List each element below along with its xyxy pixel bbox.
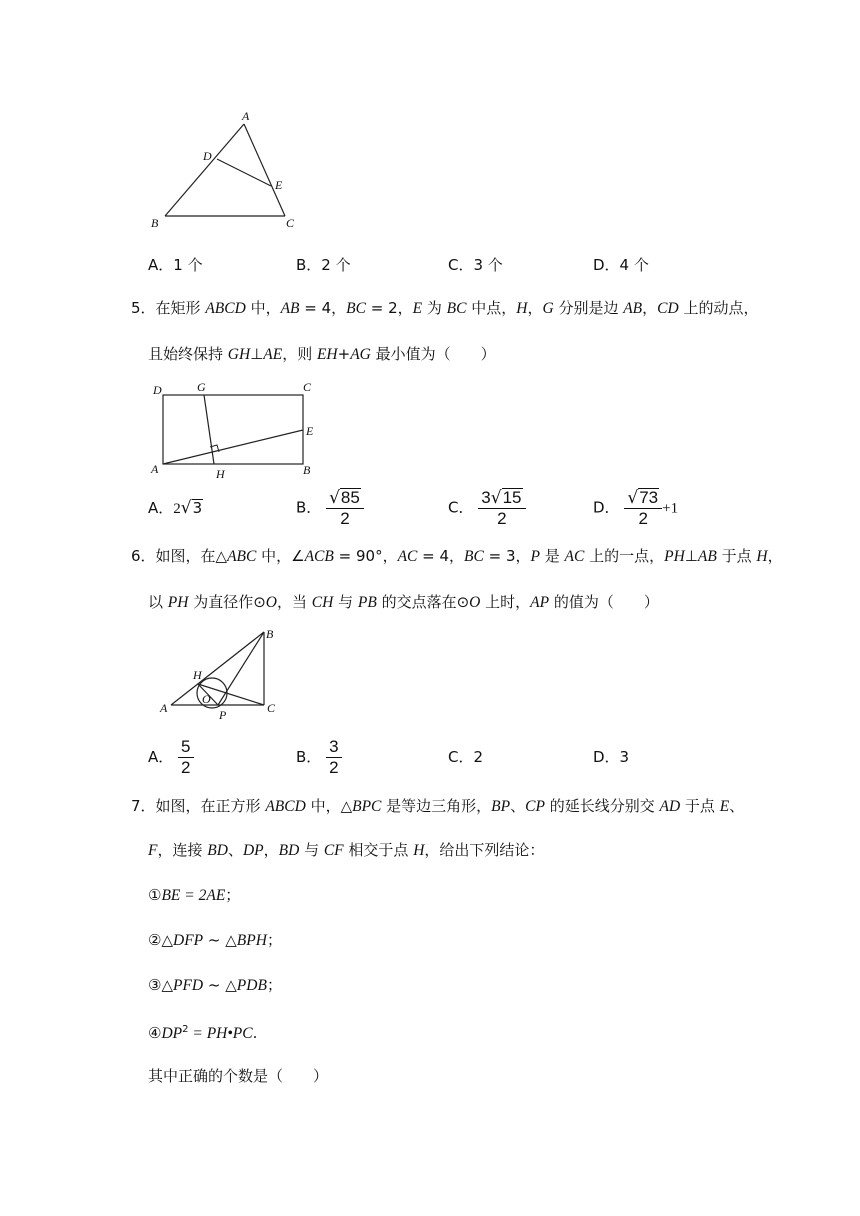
q7-text: 其中正确的个数是（ ） — [148, 1067, 329, 1085]
sqrt-icon: √ — [180, 498, 192, 518]
q5-var: EH — [316, 346, 338, 363]
circled-number: ④ — [148, 1024, 162, 1042]
label-E: E — [275, 178, 283, 192]
q7-var: CP — [525, 798, 545, 815]
q4-option-a[interactable] — [148, 255, 203, 275]
q6-text: 中，∠ — [256, 547, 305, 565]
q6-option-b-fraction — [326, 738, 341, 777]
q7-var: BPC — [352, 798, 382, 815]
q6-text: 与 — [333, 593, 358, 611]
q6-var: ABC — [227, 548, 257, 565]
q5-var: CD — [657, 300, 679, 317]
q5-text: = 2， — [365, 299, 413, 317]
q6-option-b-label: B． — [296, 748, 322, 766]
q5-text: ， — [642, 299, 658, 317]
q5-option-c-denominator: 2 — [497, 509, 507, 528]
q6-var: ACB — [304, 548, 334, 565]
q7-var: ABCD — [265, 798, 306, 815]
q5-option-d[interactable] — [593, 488, 678, 528]
q5-option-a-coef: 2 — [173, 501, 181, 517]
q4-option-d-text: D．4 个 — [593, 256, 649, 274]
q6-text: = 90°， — [333, 547, 398, 565]
label-B: B — [303, 463, 311, 477]
q7-var: DP — [242, 842, 264, 859]
triangle-symbol: △ — [161, 931, 173, 949]
q7-text: 、 — [729, 797, 745, 815]
q6-var: BC — [464, 548, 484, 565]
q5-text: 上的动点， — [678, 299, 759, 317]
q5-var: ABCD — [205, 300, 246, 317]
q5-option-a-label: A． — [148, 499, 174, 517]
q5-text: 且始终保持 — [148, 345, 228, 363]
q6-text: 为直径作⊙ — [188, 593, 266, 611]
q4-option-b-text: B．2 个 — [296, 256, 351, 274]
q5-var: G — [542, 300, 554, 317]
q5-option-c-coef: 3 — [481, 488, 491, 507]
q5-text: ⊥ — [250, 345, 264, 363]
q6-var: AC — [397, 548, 418, 565]
label-D: D — [153, 383, 162, 397]
q7-text: ； — [225, 886, 241, 904]
label-C: C — [303, 380, 312, 394]
exponent: 2 — [182, 1024, 189, 1035]
label-B: B — [151, 216, 159, 230]
q5-var: AE — [263, 346, 283, 363]
q6-number: 6． — [131, 547, 156, 565]
circled-number: ② — [148, 931, 162, 949]
q7-conclusion-2 — [148, 930, 282, 951]
q6-var: H — [756, 548, 768, 565]
sqrt-icon: √ — [329, 488, 340, 508]
q7-text: ，给出下列结论： — [424, 841, 545, 859]
q5-option-b-fraction — [326, 488, 364, 528]
q5-option-a[interactable] — [148, 498, 203, 519]
q7-conclusion-3 — [148, 975, 282, 996]
q4-option-c-text: C．3 个 — [448, 256, 503, 274]
label-C: C — [286, 216, 295, 230]
q5-var: H — [516, 300, 528, 317]
q6-option-a-numerator: 5 — [178, 738, 193, 758]
label-D: D — [203, 149, 212, 163]
similar-symbol: ~ — [203, 931, 226, 949]
q5-var: AG — [350, 346, 371, 363]
q6-var: PH — [664, 548, 685, 565]
q6-text: 上的一点， — [584, 547, 665, 565]
q7-expr: = PH•PC — [188, 1025, 253, 1042]
q6-text: 的交点落在⊙ — [376, 593, 470, 611]
circled-number: ① — [148, 886, 162, 904]
q5-line-2 — [148, 344, 496, 365]
q7-text: 、 — [227, 841, 243, 859]
triangle-symbol: △ — [161, 976, 173, 994]
sqrt-icon: √ — [490, 488, 502, 508]
q7-text: ， — [263, 841, 279, 859]
q6-option-d-text: D．3 — [593, 748, 630, 766]
q5-line-1 — [131, 298, 759, 319]
q7-conclusion-4 — [148, 1020, 257, 1044]
q6-line-2 — [148, 592, 659, 613]
q5-option-d-radicand: 73 — [639, 488, 659, 507]
q7-text: 如图，在正方形 — [155, 797, 266, 815]
q5-option-c-fraction — [478, 488, 525, 528]
q7-text: 中，△ — [305, 797, 353, 815]
q5-text: 中点， — [466, 299, 517, 317]
label-B: B — [266, 627, 274, 641]
q7-var: AD — [659, 798, 681, 815]
q7-var: E — [719, 798, 730, 815]
q5-text: ，则 — [282, 345, 317, 363]
q6-text: ，当 — [277, 593, 312, 611]
q7-var: PDB — [236, 977, 267, 994]
q6-text: ， — [767, 547, 783, 565]
q6-var: AP — [530, 594, 550, 611]
label-H: H — [216, 467, 225, 480]
q7-text: 、 — [510, 797, 526, 815]
q6-var: O — [469, 594, 481, 611]
q7-var: BP — [491, 798, 511, 815]
q5-option-c-radicand: 15 — [502, 488, 522, 507]
q6-var: PB — [357, 594, 377, 611]
q6-var: CH — [311, 594, 334, 611]
q5-text: 中， — [245, 299, 281, 317]
q7-number: 7． — [131, 797, 156, 815]
q7-text: 的延长线分别交 — [544, 797, 660, 815]
q5-option-d-label: D． — [593, 498, 620, 517]
q5-var: GH — [227, 346, 251, 363]
q5-text: + — [337, 345, 351, 363]
q7-var: BD — [278, 842, 300, 859]
q6-text: 的值为（ ） — [549, 593, 659, 611]
q5-text: = 4， — [299, 299, 347, 317]
triangle-symbol: △ — [225, 976, 237, 994]
q6-text: 于点 — [716, 547, 757, 565]
q6-var: P — [530, 548, 540, 565]
rectangle-figure-q5 — [145, 378, 325, 480]
q6-option-b-denominator: 2 — [329, 758, 339, 777]
sqrt-icon: √ — [627, 488, 639, 508]
q5-option-d-denominator: 2 — [638, 509, 648, 528]
q6-option-b-numerator: 3 — [326, 738, 341, 758]
q5-option-c[interactable] — [448, 488, 526, 528]
q5-option-a-radicand: 3 — [192, 499, 203, 517]
q5-text: ， — [527, 299, 543, 317]
q5-option-d-fraction — [624, 488, 662, 528]
q6-option-c-text: C．2 — [448, 748, 484, 766]
label-G: G — [197, 380, 206, 394]
label-P: P — [219, 708, 227, 722]
label-H: H — [193, 668, 202, 682]
q5-option-d-tail: +1 — [662, 500, 679, 517]
q5-text: 在矩形 — [155, 299, 206, 317]
q5-var: E — [412, 300, 423, 317]
q6-option-d[interactable] — [593, 747, 629, 767]
q5-text: 最小值为（ ） — [370, 345, 496, 363]
q5-option-b-label: B． — [296, 498, 322, 517]
q6-option-b[interactable] — [296, 738, 342, 777]
q6-text: 是 — [539, 547, 565, 565]
q6-text: 以 — [148, 593, 168, 611]
q6-option-a[interactable] — [148, 738, 194, 777]
circled-number: ③ — [148, 976, 162, 994]
q6-text: 上时， — [480, 593, 531, 611]
similar-symbol: ~ — [203, 976, 226, 994]
q7-text: 是等边三角形， — [381, 797, 492, 815]
q7-var: H — [413, 842, 425, 859]
q4-option-c[interactable] — [448, 255, 503, 275]
q7-var: PFD — [173, 977, 204, 994]
q6-text: ⊥ — [684, 547, 698, 565]
q7-text: 相交于点 — [343, 841, 414, 859]
q5-var: AB — [623, 300, 643, 317]
triangle-figure-q4 — [140, 110, 310, 235]
q4-option-a-text: A．1 个 — [148, 256, 203, 274]
q7-question — [148, 1066, 328, 1086]
q5-number: 5． — [131, 299, 156, 317]
q7-text: ； — [266, 976, 282, 994]
q7-var: BPH — [236, 932, 267, 949]
q6-var: AB — [697, 548, 717, 565]
triangle-symbol: △ — [225, 931, 237, 949]
q5-option-b-radicand: 85 — [340, 488, 360, 507]
q7-text: . — [252, 1024, 258, 1042]
q7-var: BD — [207, 842, 228, 859]
q6-var: PH — [167, 594, 189, 611]
q7-expr: BE = 2AE — [161, 887, 226, 904]
label-A: A — [151, 462, 159, 476]
label-A: A — [160, 701, 168, 715]
q7-var: F — [148, 842, 158, 859]
q7-conclusion-1 — [148, 885, 240, 906]
q5-text: 为 — [422, 299, 447, 317]
q6-text: = 4， — [417, 547, 465, 565]
q6-option-a-fraction — [178, 738, 193, 777]
q6-text: 如图，在△ — [155, 547, 228, 565]
q5-var: AB — [280, 300, 300, 317]
q6-option-a-label: A． — [148, 748, 174, 766]
q7-var: DFP — [173, 932, 204, 949]
q6-option-a-denominator: 2 — [181, 758, 191, 777]
q7-text: 与 — [299, 841, 324, 859]
label-C: C — [267, 701, 276, 715]
q7-var: CF — [323, 842, 344, 859]
label-A: A — [242, 110, 250, 123]
q7-line-2 — [148, 840, 544, 861]
q6-text: = 3， — [483, 547, 531, 565]
q5-option-b[interactable] — [296, 488, 364, 528]
label-O: O — [202, 692, 211, 706]
q5-var: BC — [346, 300, 366, 317]
q5-text: 分别是边 — [553, 299, 624, 317]
q5-option-c-label: C． — [448, 498, 474, 517]
q5-var: BC — [446, 300, 467, 317]
q7-text: ； — [266, 931, 282, 949]
label-E: E — [306, 424, 314, 438]
q5-option-b-denominator: 2 — [340, 509, 350, 528]
q4-option-b[interactable] — [296, 255, 351, 275]
q6-var: O — [265, 594, 277, 611]
q7-text: ，连接 — [157, 841, 208, 859]
q6-line-1 — [131, 546, 783, 567]
q7-line-1 — [131, 796, 744, 817]
q6-option-c[interactable] — [448, 747, 483, 767]
q7-text: 于点 — [680, 797, 720, 815]
q4-option-d[interactable] — [593, 255, 649, 275]
q7-var: DP — [161, 1025, 183, 1042]
circle-triangle-figure-q6 — [152, 624, 292, 724]
q6-var: AC — [564, 548, 585, 565]
